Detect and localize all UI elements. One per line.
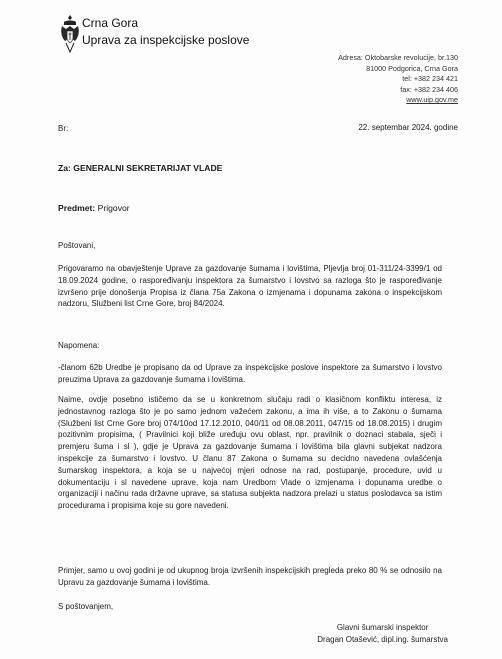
org-agency: Uprava za inspekcijske poslove: [82, 33, 250, 47]
reference-number: Br:: [58, 124, 69, 133]
recipient-line: Za: GENERALNI SEKRETARIJAT VLADE: [58, 163, 223, 173]
organization-name: [82, 15, 249, 49]
contact-address: Adresa: Oktobarske revolucije, br.130: [338, 53, 458, 62]
paragraph-conflict-of-interest: Naime, ovdje posebno ističemo da se u konkretnom slučaju radi o klasičnom konfliktu interesa, iz jednostavnog razloga što je po samo jednom važećem zakonu, a ima ih više, a to Zakonu o šumama (Službeni list Crne Gore broj 074/10od 17.12.2010, 040/11 od 08.08.2011, 047/15 od 18.08.2015) i drugim pozitivnim propisima, ( Pravilnici koji bliže uređuju ovu oblast, npr. pravilnik o doznaci stabala, sječi i premjeru šuma i sl ), gdje je Uprava za gazdovanje šumama i lovištima bila glavni subjekat nadzora inspekcije za šumarstvo i lovstvo. U članu 87 Zakona o šumama su decidno navedena ovlašćenja šumarskog inspektora, a koja se u najvećoj mjeri odnose na rad, postupanje, procedure, uvid u dokumentaciju i sl navedene uprave, koja nam Uredbom Vlade o izmjenama i dopunama uredbe o organizaciji i načinu rada državne uprave, sa statusa subjekta nadzora prelazi u status poslodavca sa istim procedurama i propisima koje su gore navedeni.: [58, 395, 442, 511]
signature-name: Dragan Otašević, dipl.ing. šumarstva: [317, 635, 448, 644]
paragraph-note: -članom 62b Uredbe je propisano da od Uprave za inspekcijske poslove inspektore za šumarstvo i lovstvo preuzima Uprava za gazdovanje šumama i lovištima.: [58, 363, 442, 384]
paragraph-objection: Prigovaramo na obavještenje Uprave za gazdovanje šumama i lovištima, Pljevlja broj 01-311/24-3399/1 od 18.09.2024 godine, o raspoređivanju inspektora za šumarstvo i lovstvo sa razloga što je raspoređivanje izvršeno prije donošenja Propisa iz člana 75a Zakona o izmjenama i dopunama zakona o inspekcijskom nadzoru, Službeni list Crne Gore, broj 84/2024.: [58, 264, 442, 309]
subject-value: Prigovor: [97, 203, 130, 213]
contact-city: 81000 Podgorica, Crna Gora: [366, 63, 458, 73]
contact-fax: fax: +382 234 406: [400, 84, 458, 94]
subject-label: Predmet:: [58, 203, 96, 213]
contact-website-link[interactable]: www.uip.gov.me: [406, 95, 458, 105]
note-heading: Napomena:: [58, 341, 100, 350]
contact-block: [338, 53, 458, 106]
signature-title: Glavni šumarski inspektor: [336, 623, 429, 632]
montenegro-coat-of-arms-icon: [60, 14, 80, 54]
org-country: Crna Gora: [82, 16, 139, 30]
contact-tel: tel: +382 234 421: [402, 74, 458, 84]
letter-date: 22. septembar 2024. godine: [358, 123, 458, 132]
salutation: Poštovani,: [58, 241, 96, 250]
subject-line: [58, 203, 130, 213]
closing: S poštovanjem,: [58, 602, 114, 611]
signature-block: [317, 622, 448, 646]
paragraph-example: Primjer, samo u ovoj godini je od ukupnog broja izvršenih inspekcijskih pregleda preko 80 % se odnosilo na Upravu za gazdovanje šumama i lovištima.: [58, 566, 442, 587]
